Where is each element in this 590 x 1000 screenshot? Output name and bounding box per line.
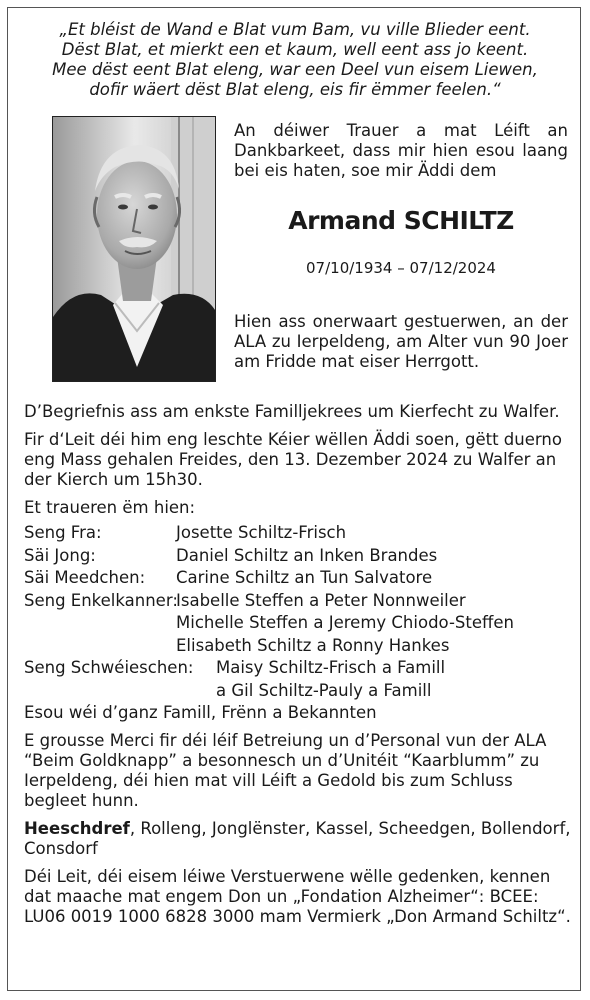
mourners-intro: Et traueren ëm hien: — [24, 498, 196, 517]
family-row — [24, 657, 574, 702]
places-text — [24, 819, 574, 859]
family-relation: Seng Enkelkanner: — [24, 590, 178, 610]
family-relation: Seng Schwéieschen: — [24, 658, 194, 677]
family-member: a Gil Schiltz-Pauly a Famill — [216, 680, 432, 700]
family-member: Maisy Schiltz-Frisch a Famill — [216, 658, 446, 677]
places-rest: , Rolleng, Jonglënster, Kassel, Scheedgen, Bollendorf, Consdorf — [24, 818, 571, 858]
quote-line: „Et bléist de Wand e Blat vum Bam, vu ville Blieder eent. — [59, 20, 531, 39]
family-member: Isabelle Steffen a Peter Nonnweiler — [176, 590, 466, 610]
family-member: Michelle Steffen a Jeremy Chiodo-Steffen — [176, 613, 514, 632]
family-row — [24, 522, 574, 545]
family-relation: Säi Jong: — [24, 545, 96, 565]
life-dates: 07/10/1934 – 07/12/2024 — [306, 259, 496, 277]
family-relation: Säi Meedchen: — [24, 568, 146, 587]
family-member: Carine Schiltz an Tun Salvatore — [176, 568, 433, 587]
family-closing-text: Esou wéi d’ganz Famill, Frënn a Bekannten — [24, 703, 377, 722]
family-list — [24, 522, 574, 725]
portrait-photo — [52, 116, 216, 382]
thanks-text: E grousse Merci fir déi léif Betreiung un d’Personal vun der ALA “Beim Goldknapp” a besonnesch un d’Unitéit “Kaarblumm” zu Ierpeldeng, déi hien mat vill Léift a Gedold bis zum Schluss begleet hunn. — [24, 730, 547, 810]
funeral-text: D’Begriefnis ass am enkste Familljekrees um Kierfecht zu Walfer. — [24, 402, 560, 421]
quote-line: Dëst Blat, et mierkt een et kaum, well eent ass jo keent. — [61, 40, 529, 59]
family-member: Daniel Schiltz an Inken Brandes — [176, 545, 438, 565]
death-notice: Hien ass onerwaart gestuerwen, an der ALA zu Ierpeldeng, am Alter vun 90 Joer am Fridde mat eiser Herrgott. — [234, 312, 568, 371]
family-closing — [24, 702, 574, 725]
deceased-name: Armand SCHILTZ — [288, 206, 514, 235]
memorial-quote — [20, 20, 570, 100]
family-row — [24, 567, 574, 590]
mass-text: Fir d‘Leit déi him eng leschte Kéier wëllen Äddi soen, gëtt duerno eng Mass gehalen Freides, den 13. Dezember 2024 zu Walfer an der Kierch um 15h30. — [24, 430, 562, 489]
family-row — [24, 545, 574, 568]
family-member: Elisabeth Schiltz a Ronny Hankes — [176, 635, 450, 655]
intro-text: An déiwer Trauer a mat Léift an Dankbarkeet, dass mir hien esou laang bei eis haten, soe mir Äddi dem — [234, 121, 568, 180]
places-bold: Heeschdref — [24, 818, 130, 838]
quote-line: Mee dëst eent Blat eleng, war een Deel vun eisem Liewen, — [52, 60, 538, 79]
quote-line: dofir wäert dëst Blat eleng, eis fir ëmmer feelen.“ — [89, 80, 501, 99]
family-relation: Seng Fra: — [24, 523, 102, 542]
donation-text: Déi Leit, déi eisem léiwe Verstuerwene wëlle gedenken, kennen dat maache mat engem Don un „Fondation Alzheimer“: BCEE: LU06 0019 1000 6828 3000 mam Vermierk „Don Armand Schiltz“. — [24, 866, 571, 926]
family-row — [24, 590, 574, 658]
notice-body — [24, 402, 574, 935]
family-member: Josette Schiltz-Frisch — [176, 523, 347, 542]
